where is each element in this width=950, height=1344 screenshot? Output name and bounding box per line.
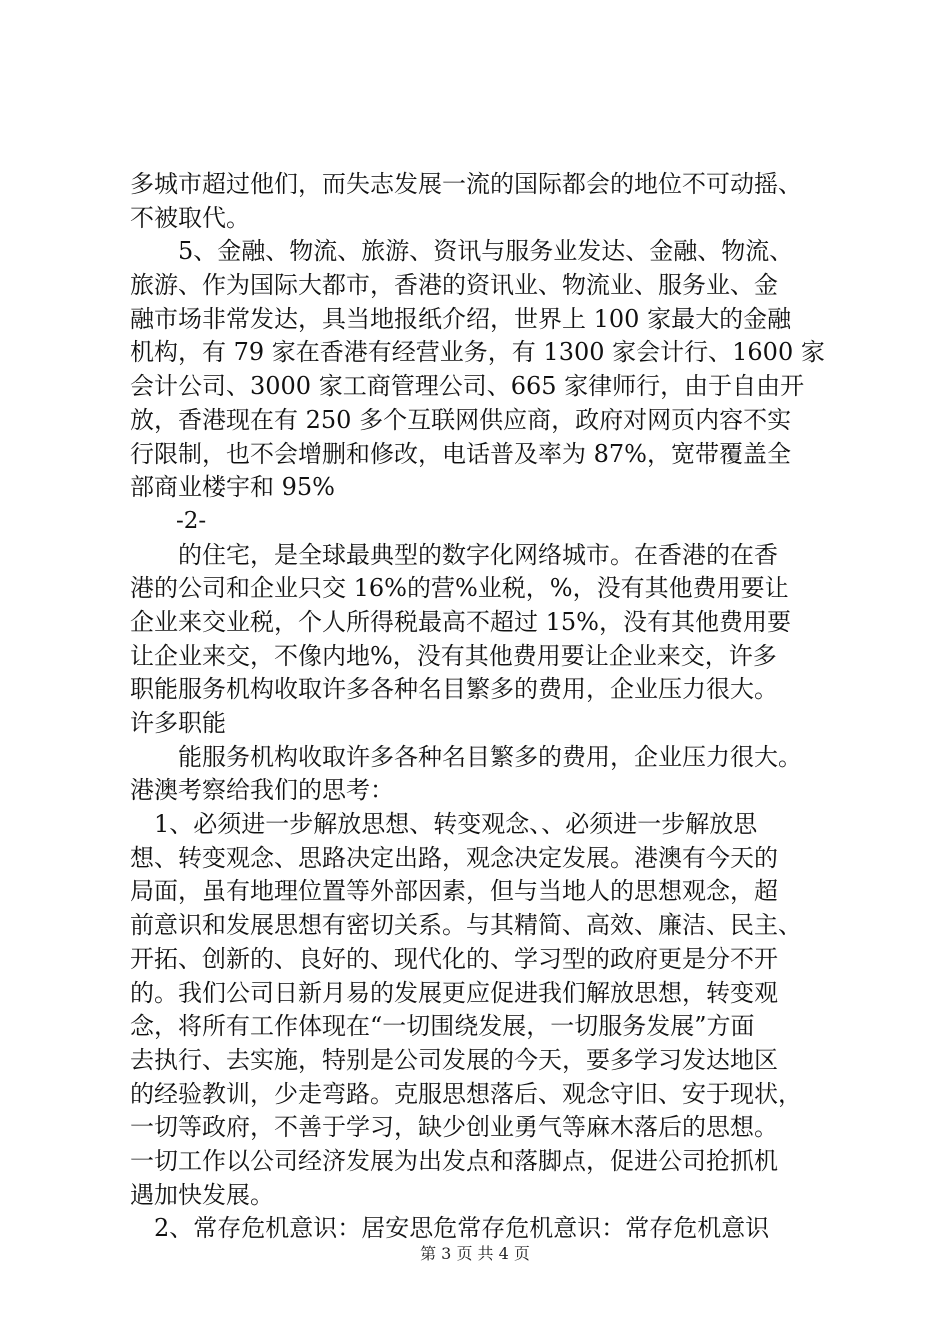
text-line: 一切工作以公司经济发展为出发点和落脚点，促进公司抢抓机	[130, 1146, 778, 1175]
text-line: 1、必须进一步解放思想、转变观念、、必须进一步解放思	[154, 810, 758, 839]
section-heading: 港澳考察给我们的思考：	[130, 776, 394, 805]
text-line: 2、常存危机意识：居安思危常存危机意识：常存危机意识	[154, 1214, 770, 1243]
text-line: 放，香港现在有 250 多个互联网供应商，政府对网页内容不实	[130, 405, 792, 434]
text-line: 能服务机构收取许多各种名目繁多的费用，企业压力很大。	[178, 742, 802, 771]
text-line: 前意识和发展思想有密切关系。与其精简、高效、廉洁、民主、	[130, 911, 802, 940]
text-line: 想、转变观念、思路决定出路，观念决定发展。港澳有今天的	[130, 843, 778, 872]
text-line: 局面，虽有地理位置等外部因素，但与当地人的思想观念，超	[130, 877, 778, 906]
text-line: 多城市超过他们，而失志发展一流的国际都会的地位不可动摇、	[130, 170, 802, 198]
text-line: 让企业来交，不像内地%，没有其他费用要让企业来交，许多	[130, 641, 777, 670]
text-line: 的经验教训，少走弯路。克服思想落后、观念守旧、安于现状，	[130, 1079, 802, 1108]
page-marker: -2-	[176, 507, 207, 534]
text-line: 港的公司和企业只交 16%的营%业税，%，没有其他费用要让	[130, 574, 789, 603]
text-line: 部商业楼宇和 95%	[130, 473, 335, 502]
text-line: 5、金融、物流、旅游、资讯与服务业发达、金融、物流、	[178, 237, 794, 266]
text-line: 职能服务机构收取许多各种名目繁多的费用，企业压力很大。	[130, 675, 778, 704]
text-line: 融市场非常发达，具当地报纸介绍，世界上 100 家最大的金融	[130, 304, 792, 333]
text-line: 开拓、创新的、良好的、现代化的、学习型的政府更是分不开	[130, 944, 778, 973]
text-line: 一切等政府，不善于学习，缺少创业勇气等麻木落后的思想。	[130, 1113, 778, 1142]
text-line: 的。我们公司日新月易的发展更应促进我们解放思想，转变观	[130, 978, 778, 1007]
text-line: 许多职能	[130, 709, 226, 737]
text-line: 的住宅，是全球最典型的数字化网络城市。在香港的在香	[178, 540, 778, 569]
page-footer: 第 3 页 共 4 页	[420, 1244, 530, 1263]
text-line: 不被取代。	[130, 203, 250, 232]
text-line: 遇加快发展。	[130, 1180, 274, 1209]
text-line: 企业来交业税，个人所得税最高不超过 15%，没有其他费用要	[130, 607, 791, 636]
text-line: 旅游、作为国际大都市，香港的资讯业、物流业、服务业、金	[130, 271, 778, 300]
text-line: 会计公司、3000 家工商管理公司、665 家律师行，由于自由开	[130, 372, 805, 401]
text-line: 去执行、去实施，特别是公司发展的今天，要多学习发达地区	[130, 1045, 778, 1074]
body-text	[130, 168, 858, 1246]
text-line: 行限制，也不会增删和修改，电话普及率为 87%，宽带覆盖全	[130, 439, 791, 468]
text-line: 机构，有 79 家在香港有经营业务，有 1300 家会计行、1600 家	[130, 338, 825, 367]
text-line: 念，将所有工作体现在“一切围绕发展，一切服务发展”方面	[130, 1012, 755, 1041]
